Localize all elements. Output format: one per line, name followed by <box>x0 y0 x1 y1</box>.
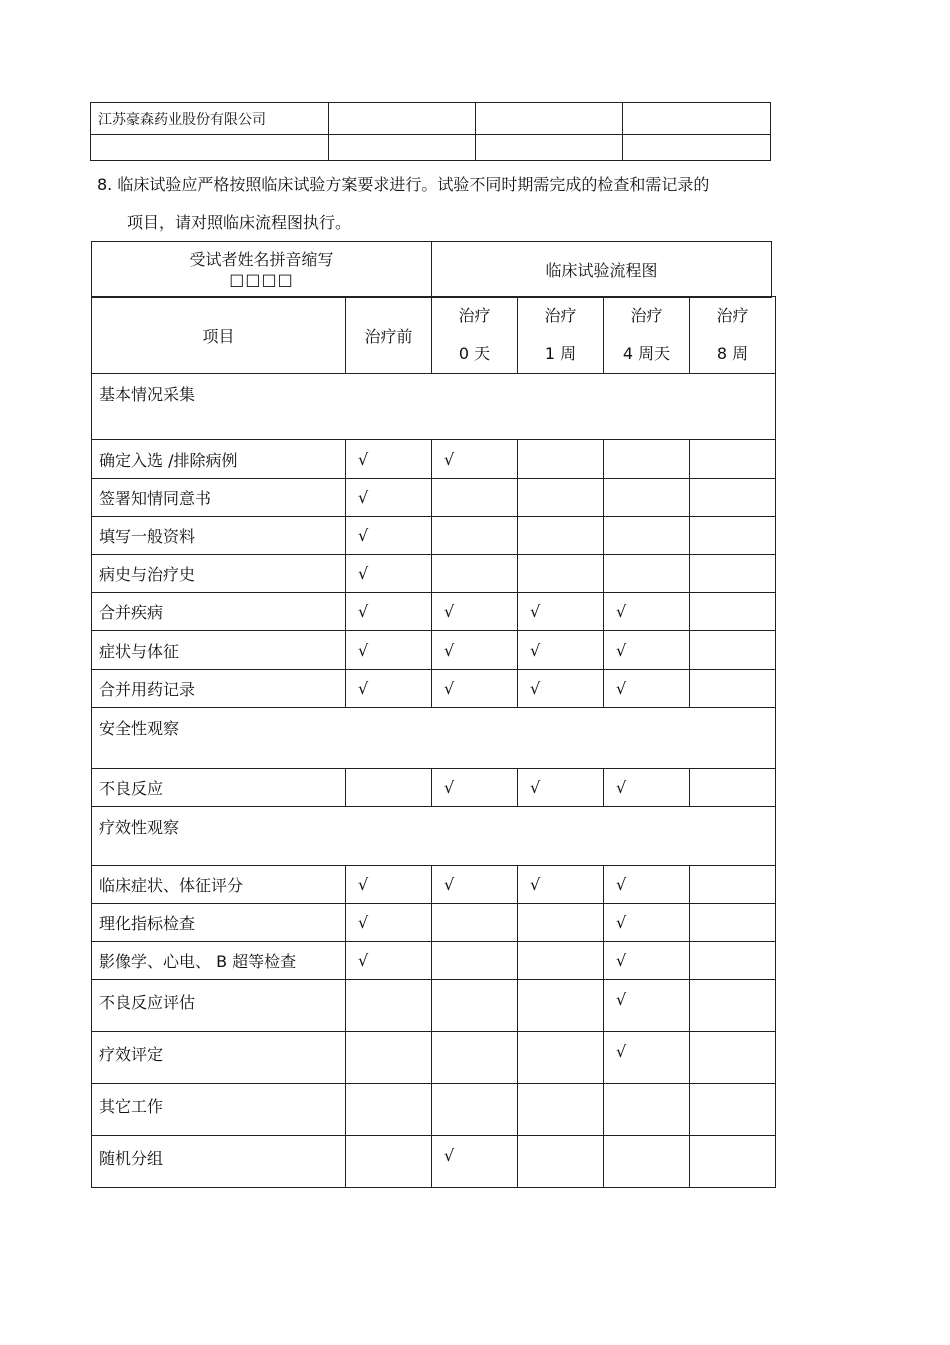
check-cell: √ <box>604 904 690 942</box>
row-label: 理化指标检查 <box>92 904 346 942</box>
col-header-label: 治疗 <box>544 306 577 325</box>
col-header-label: 治疗 <box>716 306 749 325</box>
row-label: 不良反应评估 <box>92 980 346 1032</box>
table-row <box>92 670 776 708</box>
header-row <box>92 297 776 374</box>
check-cell <box>432 904 518 942</box>
row-label: 确定入选 /排除病例 <box>92 440 346 479</box>
check-cell: √ <box>518 769 604 807</box>
check-cell <box>690 1032 776 1084</box>
check-cell <box>604 517 690 555</box>
flowchart-header <box>91 241 772 298</box>
check-cell <box>518 440 604 479</box>
check-cell <box>690 1084 776 1136</box>
row-label: 影像学、心电、 B 超等检查 <box>92 942 346 980</box>
table-cell <box>329 135 476 161</box>
table-row <box>92 904 776 942</box>
check-cell <box>346 1136 432 1188</box>
check-cell <box>604 1136 690 1188</box>
check-cell <box>518 942 604 980</box>
check-cell <box>690 631 776 670</box>
company-table <box>90 102 771 161</box>
row-label: 临床症状、体征评分 <box>92 866 346 904</box>
check-cell <box>518 555 604 593</box>
row-label: 疗效评定 <box>92 1032 346 1084</box>
table-row <box>92 555 776 593</box>
row-label: 其它工作 <box>92 1084 346 1136</box>
table-row <box>92 517 776 555</box>
initials-boxes: □□□□ <box>229 269 294 289</box>
check-cell: √ <box>432 769 518 807</box>
col-header-week8 <box>690 297 776 374</box>
check-cell <box>518 517 604 555</box>
table-row <box>91 135 771 161</box>
check-cell: √ <box>346 555 432 593</box>
check-cell: √ <box>432 1136 518 1188</box>
col-header-item <box>92 297 346 374</box>
col-header-week1 <box>518 297 604 374</box>
table-row <box>92 1136 776 1188</box>
check-cell <box>432 555 518 593</box>
table-row <box>92 440 776 479</box>
row-label: 随机分组 <box>92 1136 346 1188</box>
check-cell <box>690 980 776 1032</box>
check-cell <box>518 980 604 1032</box>
col-header-day0 <box>432 297 518 374</box>
table-cell <box>623 103 771 135</box>
row-label: 合并用药记录 <box>92 670 346 708</box>
check-cell <box>518 1136 604 1188</box>
row-label: 合并疾病 <box>92 593 346 631</box>
col-header-week4 <box>604 297 690 374</box>
flowchart-title: 临床试验流程图 <box>432 242 772 298</box>
check-cell: √ <box>346 904 432 942</box>
table-row <box>92 866 776 904</box>
paragraph-line-2: 项目，请对照临床流程图执行。 <box>127 213 352 232</box>
check-cell <box>432 942 518 980</box>
row-label: 症状与体征 <box>92 631 346 670</box>
check-cell: √ <box>518 631 604 670</box>
check-cell <box>432 479 518 517</box>
check-cell: √ <box>604 942 690 980</box>
section-row <box>92 374 776 440</box>
check-cell <box>690 866 776 904</box>
subject-initials-cell <box>92 242 432 298</box>
col-header-pre <box>346 297 432 374</box>
section-basic: 基本情况采集 <box>92 374 776 440</box>
check-cell <box>604 555 690 593</box>
check-cell <box>518 479 604 517</box>
check-cell <box>604 479 690 517</box>
check-cell: √ <box>604 593 690 631</box>
flowchart-table <box>91 296 776 1188</box>
check-cell <box>690 517 776 555</box>
check-cell <box>690 479 776 517</box>
check-cell: √ <box>346 942 432 980</box>
check-cell: √ <box>604 631 690 670</box>
table-row <box>92 1032 776 1084</box>
check-cell: √ <box>346 479 432 517</box>
table-cell <box>329 103 476 135</box>
check-cell: √ <box>432 866 518 904</box>
section-efficacy: 疗效性观察 <box>92 807 776 866</box>
check-cell: √ <box>518 670 604 708</box>
check-cell <box>518 1032 604 1084</box>
col-header-sub: 1 周 <box>544 344 577 363</box>
check-cell <box>690 670 776 708</box>
check-cell <box>690 555 776 593</box>
row-label: 签署知情同意书 <box>92 479 346 517</box>
col-header-sub: 8 周 <box>716 344 749 363</box>
col-header-sub: 0 天 <box>458 344 491 363</box>
check-cell: √ <box>432 593 518 631</box>
check-cell <box>690 1136 776 1188</box>
table-cell <box>476 103 623 135</box>
table-row <box>92 593 776 631</box>
col-header-label: 治疗 <box>630 306 663 325</box>
check-cell: √ <box>346 517 432 555</box>
check-cell <box>518 904 604 942</box>
check-cell: √ <box>346 670 432 708</box>
check-cell: √ <box>518 593 604 631</box>
col-header-label: 治疗 <box>458 306 491 325</box>
section-row <box>92 708 776 769</box>
check-cell <box>604 440 690 479</box>
check-cell <box>346 769 432 807</box>
check-cell <box>690 904 776 942</box>
check-cell: √ <box>432 670 518 708</box>
company-name-cell: 江苏豪森药业股份有限公司 <box>91 103 329 135</box>
row-label: 不良反应 <box>92 769 346 807</box>
check-cell <box>432 1032 518 1084</box>
check-cell <box>604 1084 690 1136</box>
check-cell: √ <box>432 631 518 670</box>
table-cell <box>623 135 771 161</box>
subject-initials-label: 受试者姓名拼音缩写 <box>189 249 334 269</box>
row-label: 病史与治疗史 <box>92 555 346 593</box>
check-cell <box>690 942 776 980</box>
check-cell: √ <box>346 440 432 479</box>
check-cell <box>690 593 776 631</box>
check-cell <box>346 1084 432 1136</box>
table-row <box>92 980 776 1032</box>
table-row <box>92 479 776 517</box>
check-cell: √ <box>346 631 432 670</box>
section-safety: 安全性观察 <box>92 708 776 769</box>
check-cell <box>518 1084 604 1136</box>
table-row <box>92 942 776 980</box>
check-cell: √ <box>604 980 690 1032</box>
check-cell <box>346 1032 432 1084</box>
table-row <box>92 1084 776 1136</box>
check-cell <box>432 1084 518 1136</box>
table-cell <box>476 135 623 161</box>
paragraph-line-1: 8. 临床试验应严格按照临床试验方案要求进行。试验不同时期需完成的检查和需记录的 <box>97 175 710 194</box>
check-cell <box>432 517 518 555</box>
section-row <box>92 807 776 866</box>
check-cell: √ <box>604 1032 690 1084</box>
col-header-label: 治疗前 <box>364 326 413 346</box>
col-header-sub: 4 周天 <box>622 344 671 363</box>
check-cell: √ <box>432 440 518 479</box>
table-cell <box>91 135 329 161</box>
table-row <box>92 631 776 670</box>
col-header-label: 项目 <box>202 326 235 346</box>
check-cell <box>690 440 776 479</box>
check-cell: √ <box>346 866 432 904</box>
row-label: 填写一般资料 <box>92 517 346 555</box>
check-cell <box>432 980 518 1032</box>
check-cell: √ <box>604 769 690 807</box>
check-cell <box>346 980 432 1032</box>
check-cell: √ <box>346 593 432 631</box>
table-row <box>91 103 771 135</box>
check-cell: √ <box>604 866 690 904</box>
check-cell: √ <box>518 866 604 904</box>
check-cell <box>690 769 776 807</box>
check-cell: √ <box>604 670 690 708</box>
table-row <box>92 769 776 807</box>
